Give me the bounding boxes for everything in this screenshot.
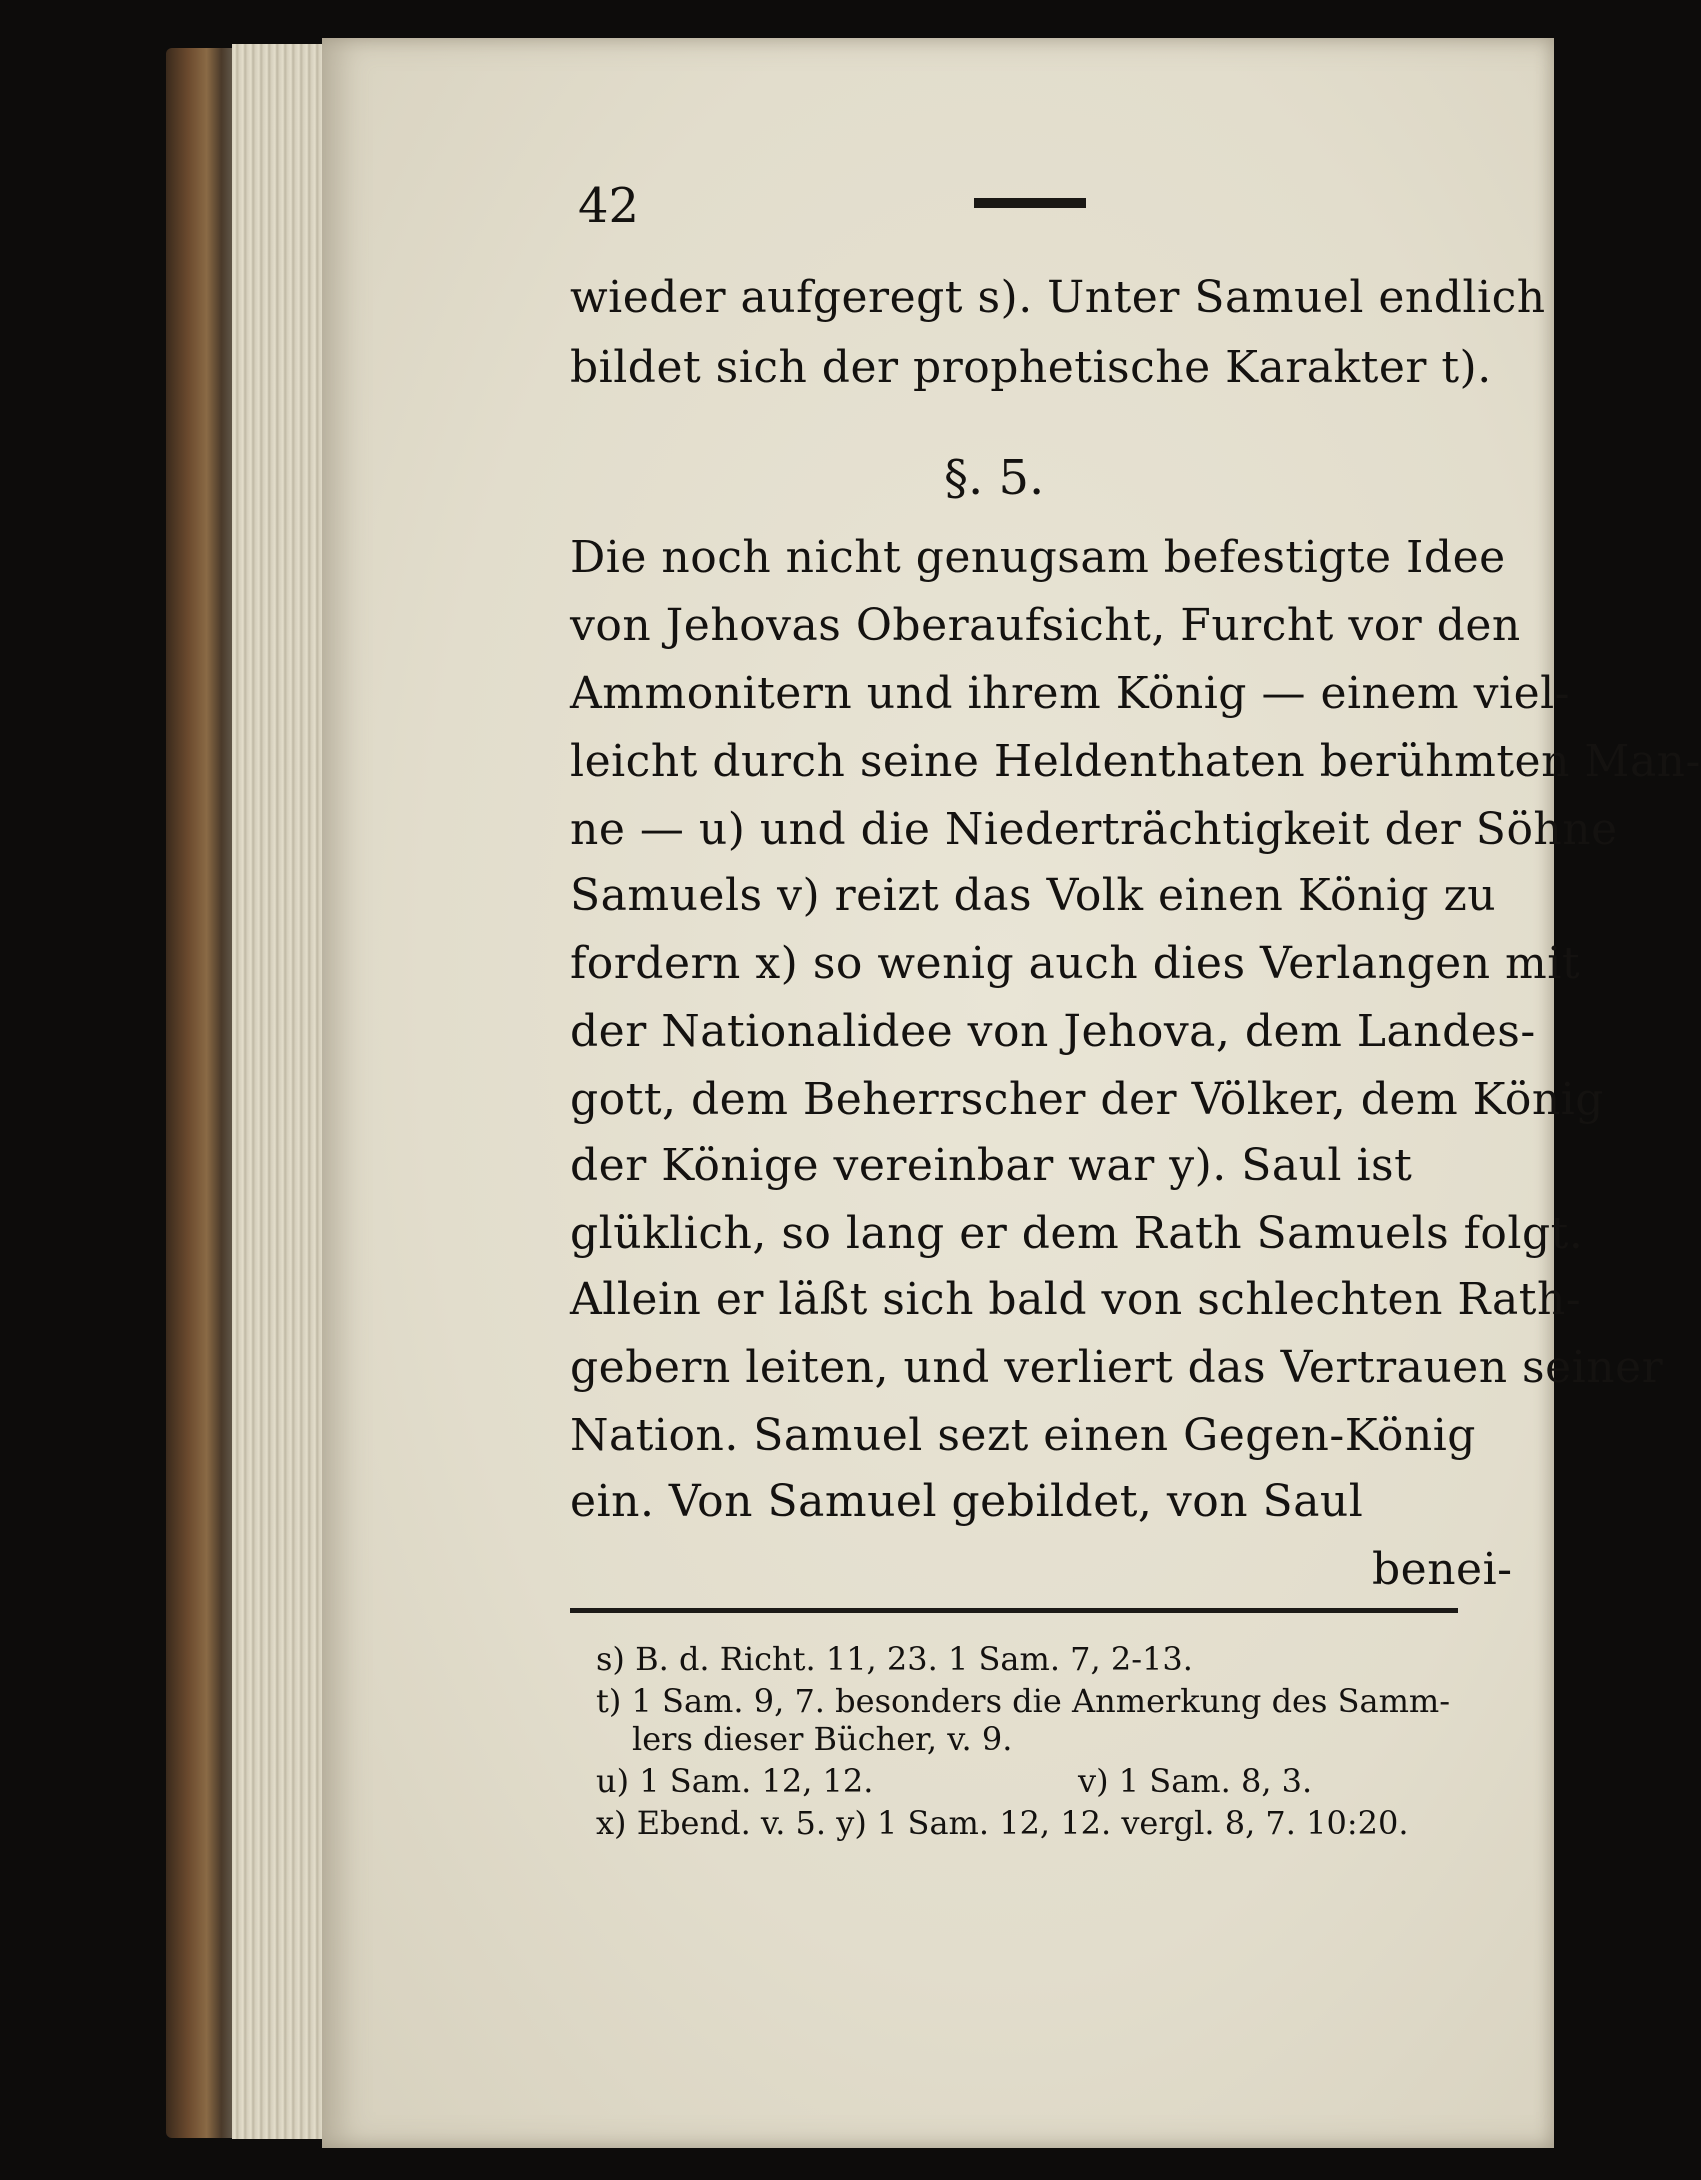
footnote-x-y: x) Ebend. v. 5. y) 1 Sam. 12, 12. vergl. 8, 7. 10:20. [596, 1804, 1409, 1842]
footnote-t-continued: lers dieser Bücher, v. 9. [632, 1720, 1013, 1758]
body-line-17: ein. Von Samuel gebildet, von Saul [570, 1476, 1364, 1527]
body-line-5: Ammonitern und ihrem König — einem viel- [570, 668, 1571, 719]
body-line-4: von Jehovas Oberaufsicht, Furcht vor den [570, 600, 1521, 651]
body-line-13: glüklich, so lang er dem Rath Samuels folgt. [570, 1208, 1584, 1259]
body-line-7: ne — u) und die Niederträchtigkeit der Söhne [570, 804, 1618, 855]
body-line-1: wieder aufgeregt s). Unter Samuel endlich [570, 272, 1546, 323]
page-number: 42 [578, 178, 640, 234]
section-heading: §. 5. [944, 450, 1045, 506]
header-rule [974, 198, 1086, 208]
body-line-6: leicht durch seine Heldenthaten berühmten Man- [570, 736, 1701, 787]
body-line-15: gebern leiten, und verliert das Vertrauen seiner [570, 1342, 1664, 1393]
footnote-t: t) 1 Sam. 9, 7. besonders die Anmerkung des Samm- [596, 1682, 1451, 1720]
body-line-16: Nation. Samuel sezt einen Gegen-König [570, 1410, 1476, 1461]
body-line-12: der Könige vereinbar war y). Saul ist [570, 1140, 1413, 1191]
body-line-8: Samuels v) reizt das Volk einen König zu [570, 870, 1497, 921]
body-line-9: fordern x) so wenig auch dies Verlangen mit [570, 938, 1580, 989]
body-line-10: der Nationalidee von Jehova, dem Landes- [570, 1006, 1536, 1057]
footnote-s: s) B. d. Richt. 11, 23. 1 Sam. 7, 2-13. [596, 1640, 1193, 1678]
body-line-3: Die noch nicht genugsam befestigte Idee [570, 532, 1506, 583]
body-line-11: gott, dem Beherrscher der Völker, dem König [570, 1074, 1604, 1125]
body-line-2: bildet sich der prophetische Karakter t). [570, 342, 1492, 393]
footnote-rule [570, 1608, 1458, 1613]
body-line-14: Allein er läßt sich bald von schlechten Rath- [570, 1274, 1582, 1325]
footnote-v: v) 1 Sam. 8, 3. [1078, 1762, 1313, 1800]
footnote-u: u) 1 Sam. 12, 12. [596, 1762, 874, 1800]
catchword: benei- [1372, 1544, 1513, 1595]
